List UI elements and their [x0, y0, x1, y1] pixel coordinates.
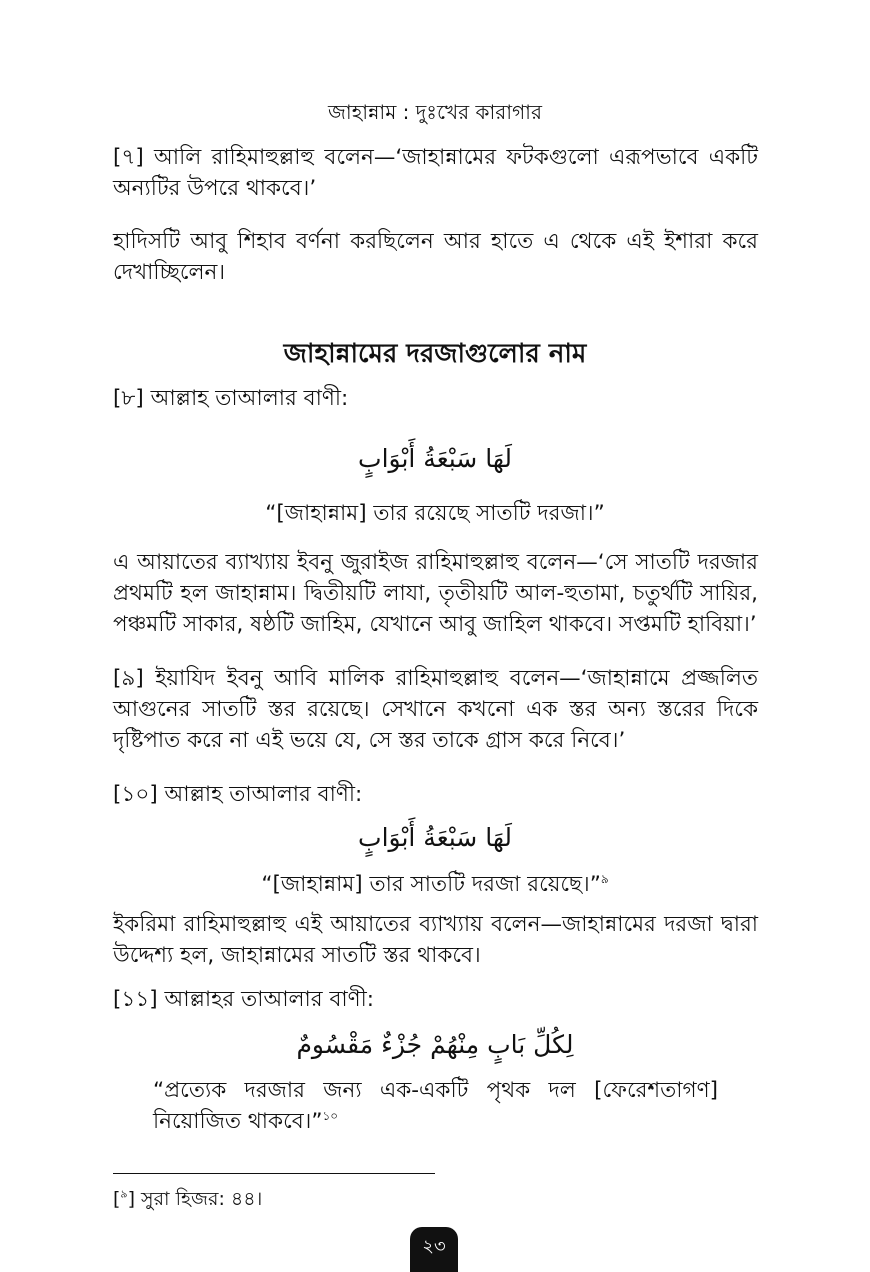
paragraph-text: ইয়াযিদ ইবনু আবি মালিক রাহিমাহুল্লাহু বলেন—‘জাহান্নামে প্রজ্জলিত আগুনের সাতটি স্তর রয়েছে। সেখানে কখনো এক স্তর অন্য স্তরের দিকে দৃষ্টিপাত করে না এই ভয়ে যে, সে স্তর তাকে গ্রাস করে নিবে।’	[113, 666, 758, 753]
footnote-reference: ১০	[322, 1108, 339, 1123]
arabic-verse-2: لَهَا سَبْعَةُ أَبْوَابٍ	[358, 823, 512, 852]
paragraph-9	[113, 663, 758, 756]
paragraph-text: আল্লাহ তাআলার বাণী:	[157, 782, 363, 807]
paragraph-text: আল্লাহর তাআলার বাণী:	[157, 987, 375, 1012]
footnote-mark: ৯	[120, 1187, 128, 1201]
paragraph-8	[113, 383, 758, 414]
paragraph-10-commentary	[113, 909, 758, 971]
footnote	[113, 1186, 262, 1212]
paragraph-10	[113, 779, 758, 810]
paragraph-text: আলি রাহিমাহুল্লাহু বলেন—‘জাহান্নামের ফটকগুলো এরূপভাবে একটি অন্যটির উপরে থাকবে।’	[113, 145, 758, 201]
paragraph-text: হাদিসটি আবু শিহাব বর্ণনা করছিলেন আর হাতে এ থেকে এই ইশারা করে দেখাচ্ছিলেন।	[113, 229, 758, 285]
paragraph-8-commentary	[113, 547, 758, 640]
paragraph-text: আল্লাহ তাআলার বাণী:	[143, 386, 349, 411]
paragraph-marker: [৮]	[113, 386, 144, 411]
section-heading: জাহান্নামের দরজাগুলোর নাম	[283, 339, 587, 369]
footnote-text: সুরা হিজর: ৪৪।	[134, 1188, 263, 1210]
paragraph-text: এ আয়াতের ব্যাখ্যায় ইবনু জুরাইজ রাহিমাহুল্লাহু বলেন—‘সে সাতটি দরজার প্রথমটি হল জাহান্নাম। দ্বিতীয়টি লাযা, তৃতীয়টি আল-হুতামা, চতুর্থটি সায়ির, পঞ্চমটি সাকার, ষষ্ঠটি জাহিম, যেখানে আবু জাহিল থাকবে। সপ্তমটি হাবিয়া।’	[113, 550, 758, 637]
paragraph-marker: [৭]	[113, 145, 144, 170]
translation-quote-1: “[জাহান্নাম] তার রয়েছে সাতটি দরজা।”	[265, 501, 605, 526]
paragraph-marker: [১০]	[113, 782, 158, 807]
footnote-bracket-close: ]	[127, 1188, 135, 1210]
quote-text: “প্রত্যেক দরজার জন্য এক-একটি পৃথক দল [ফেরেশতাগণ] নিয়োজিত থাকবে।”	[153, 1078, 718, 1134]
footnote-reference: ৯	[600, 871, 609, 886]
paragraph-text: ইকরিমা রাহিমাহুল্লাহু এই আয়াতের ব্যাখ্যায় বলেন—জাহান্নামের দরজা দ্বারা উদ্দেশ্য হল, জাহান্নামের সাতটি স্তর থাকবে।	[113, 912, 758, 968]
paragraph-7-continued	[113, 226, 758, 288]
translation-quote-2	[0, 869, 870, 900]
footnote-divider	[113, 1173, 435, 1174]
paragraph-marker: [১১]	[113, 987, 158, 1012]
paragraph-11	[113, 984, 758, 1015]
paragraph-marker: [৯]	[113, 666, 144, 691]
page-number-tab	[410, 1227, 458, 1272]
translation-quote-3	[153, 1075, 718, 1137]
footnote-bracket-open: [	[113, 1188, 121, 1210]
page-number: ২৩	[422, 1236, 446, 1257]
quote-text: “[জাহান্নাম] তার সাতটি দরজা রয়েছে।”	[261, 872, 601, 897]
paragraph-7	[113, 142, 758, 204]
arabic-verse-1: لَهَا سَبْعَةُ أَبْوَابٍ	[358, 444, 512, 473]
running-header: জাহান্নাম : দুঃখের কারাগার	[328, 100, 542, 124]
arabic-verse-3: لِكُلِّ بَابٍ مِنْهُمْ جُزْءٌ مَقْسُومٌ	[296, 1030, 574, 1059]
